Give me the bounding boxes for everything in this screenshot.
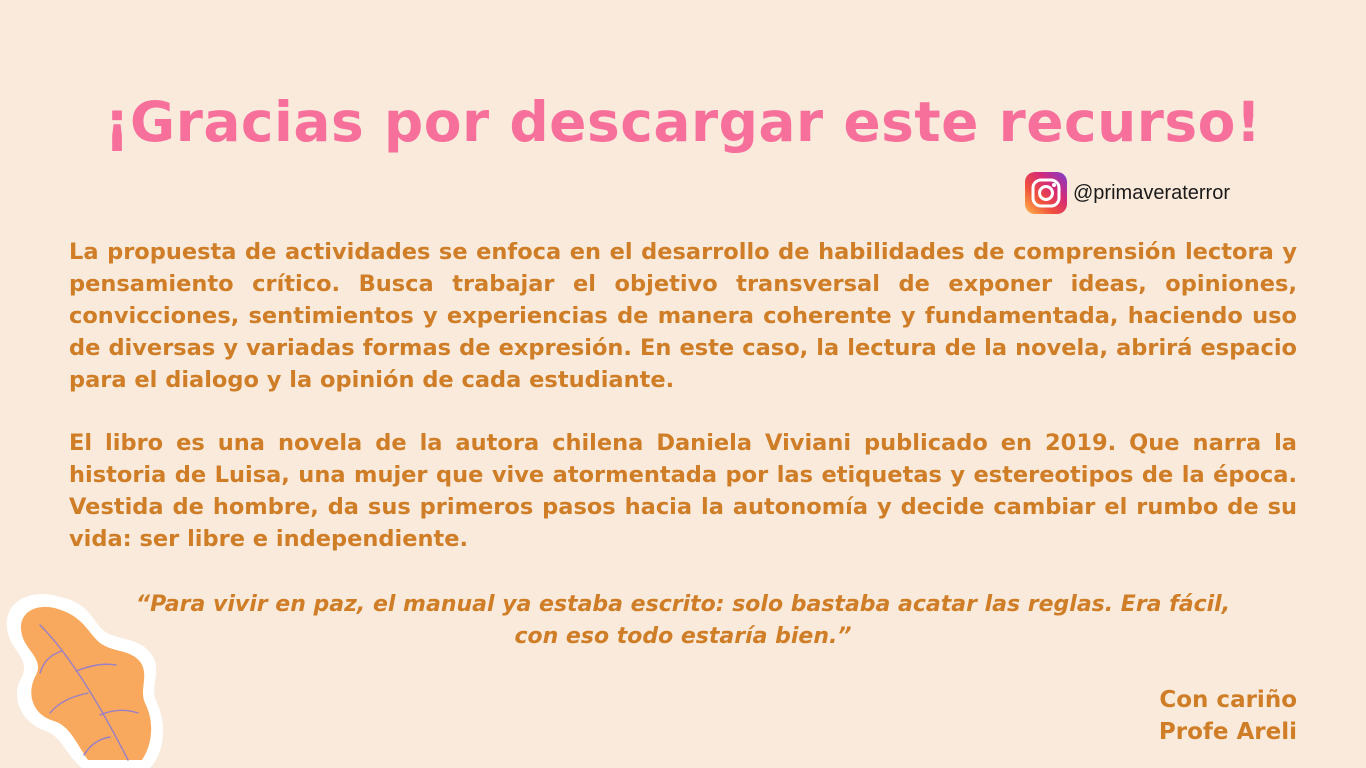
quote-line-2: con eso todo estaría bien.” (514, 624, 852, 649)
autumn-leaf-icon (0, 585, 175, 768)
intro-paragraph: La propuesta de actividades se enfoca en el desarrollo de habilidades de comprensión lectora y pensamiento crítico. Busca trabajar el objetivo transversal de exponer ideas, opiniones, convicciones, sentimientos y experiencias de manera coherente y fundamentada, haciendo uso de diversas y variadas formas de expresión. En este caso, la lectura de la novela, abrirá espacio para el dialogo y la opinión de cada estudiante. (69, 239, 1297, 393)
signoff-line-1: Con cariño (1159, 687, 1297, 713)
book-description-paragraph: El libro es una novela de la autora chilena Daniela Viviani publicado en 2019. Que narra la historia de Luisa, una mujer que vive atormentada por las etiquetas y estereotipos de la época. Vestida de hombre, da sus primeros pasos hacia la autonomía y decide cambiar el rumbo de su vida: ser libre e independiente. (69, 430, 1297, 552)
signoff (1159, 684, 1297, 748)
page-title: ¡Gracias por descargar este recurso! (104, 90, 1262, 154)
signoff-line-2: Profe Areli (1158, 719, 1297, 745)
book-quote (69, 589, 1297, 653)
instagram-handle-group[interactable] (1025, 172, 1230, 214)
instagram-icon (1025, 172, 1067, 214)
quote-line-1: “Para vivir en paz, el manual ya estaba escrito: solo bastaba acatar las reglas. Era fácil, (135, 592, 1231, 617)
instagram-handle[interactable]: @primaveraterror (1073, 181, 1231, 204)
